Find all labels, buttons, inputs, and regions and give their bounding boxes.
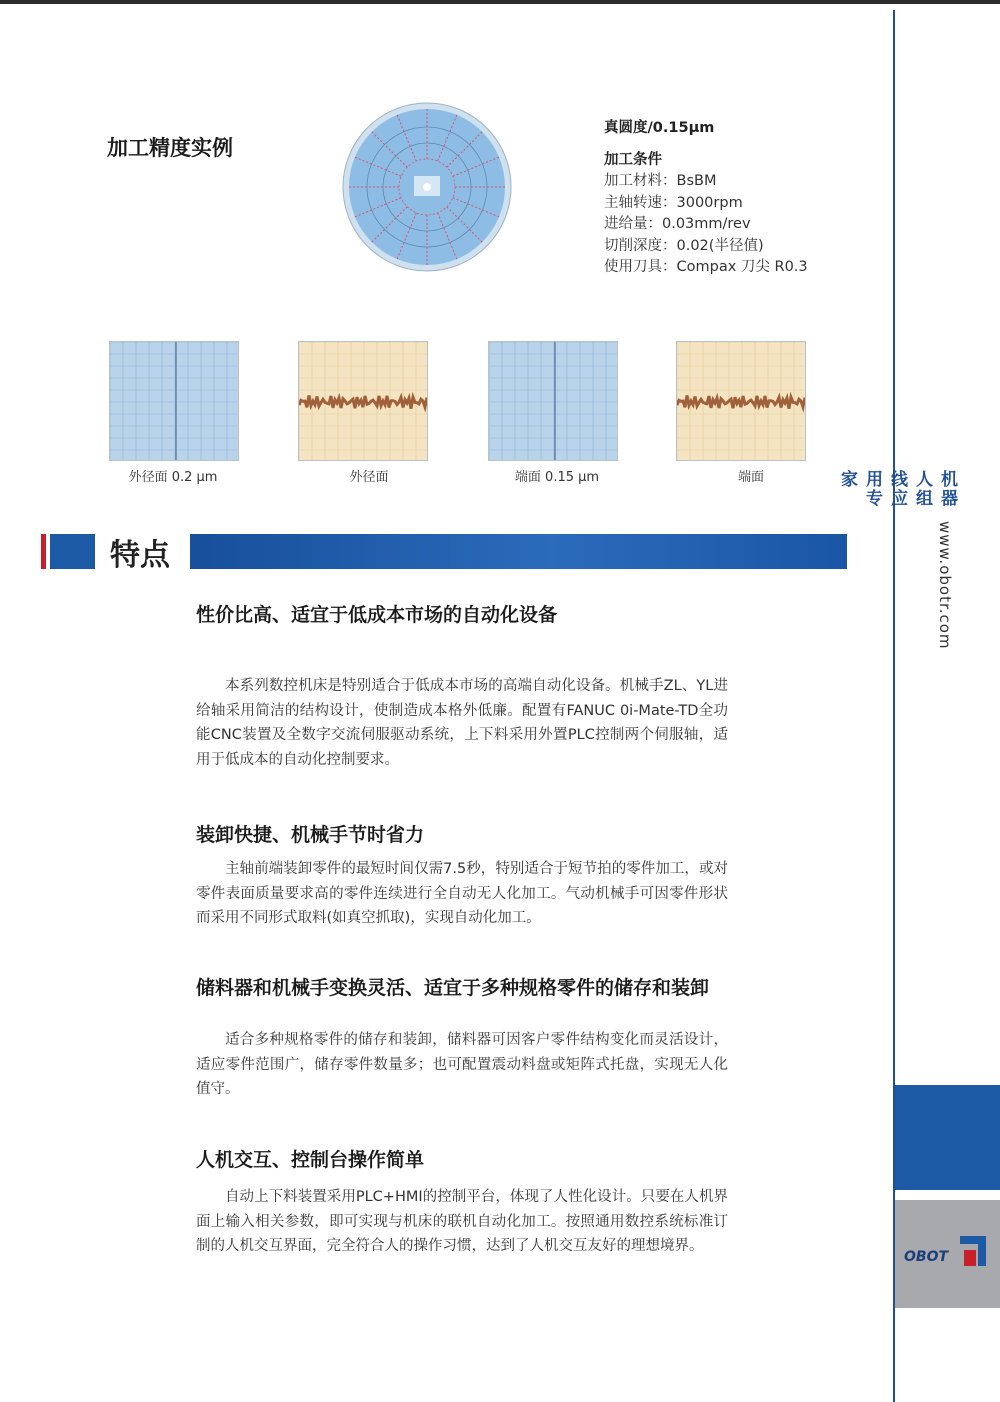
feature-body: 本系列数控机床是特别适合于低成本市场的高端自动化设备。机械手ZL、YL进给轴采用简洁的结构设计，使制造成本格外低廉。配置有FANUC 0i-Mate-TD全功能CNC装置及全数字交流伺服驱动系统，上下料采用外置PLC控制两个伺服轴，适用于低成本的自动化控制要求。 xyxy=(196,678,728,768)
roundness-value: 真圆度/0.15μm xyxy=(604,120,715,136)
thumbnail-caption: 端面 0.15 μm xyxy=(514,470,600,485)
features-bar-blue xyxy=(50,534,95,569)
thumbnail-face-profile xyxy=(676,341,806,461)
feature-body: 主轴前端装卸零件的最短时间仅需7.5秒，特别适合于短节拍的零件加工，或对零件表面质量要求高的零件连续进行全自动无人化加工。气动机械手可因零件形状而采用不同形式取料(如真空抓取)，实现自动化加工。 xyxy=(196,861,728,926)
precision-title: 加工精度实例 xyxy=(107,136,233,160)
thumbnail-outer-profile xyxy=(298,341,428,461)
feature-heading: 储料器和机械手变换灵活、适宜于多种规格零件的储存和装卸 xyxy=(196,977,710,999)
condition-line: 进给量：0.03mm/rev xyxy=(604,216,751,232)
feature-body: 适合多种规格零件的储存和装卸，储料器可因客户零件结构变化而灵活设计，适应零件范围广，储存零件数量多；也可配置震动料盘或矩阵式托盘，实现无人化值守。 xyxy=(196,1032,728,1097)
precision-specs xyxy=(604,118,808,279)
thumbnail-face-blue xyxy=(488,341,618,461)
feature-heading: 性价比高、适宜于低成本市场的自动化设备 xyxy=(196,604,558,626)
right-divider xyxy=(893,10,895,1402)
thumbnail-caption: 外径面 xyxy=(349,470,389,485)
thumbnail-outer-blue xyxy=(109,341,239,461)
side-url: www.obotr.com xyxy=(936,521,954,650)
thumbnail-caption: 外径面 0.2 μm xyxy=(128,470,218,485)
features-bar-red xyxy=(41,534,46,569)
thumbnail-caption: 端面 xyxy=(737,470,764,485)
condition-line: 主轴转速：3000rpm xyxy=(604,194,743,211)
roundness-chart-image xyxy=(342,102,512,272)
condition-line: 使用刀具：Compax 刀尖 R0.3 xyxy=(604,259,808,275)
obotr-logo xyxy=(902,1228,990,1278)
feature-heading: 装卸快捷、机械手节时省力 xyxy=(196,824,425,846)
conditions-title: 加工条件 xyxy=(604,151,662,168)
feature-heading: 人机交互、控制台操作简单 xyxy=(196,1149,425,1171)
features-bar-gradient xyxy=(190,534,847,569)
side-banner xyxy=(837,470,960,650)
condition-line: 加工材料：BsBM xyxy=(604,173,717,189)
features-title: 特点 xyxy=(110,538,170,573)
feature-body: 自动上下料装置采用PLC+HMI的控制平台，体现了人性化设计。只要在人机界面上输入相关参数，即可实现与机床的联机自动化加工。按照通用数控系统标准订制的人机交互界面，完全符合人的操作习惯，达到了人机交互友好的理想境界。 xyxy=(196,1189,728,1254)
side-blue-block xyxy=(895,1085,1000,1190)
top-border xyxy=(0,0,1000,4)
side-slogan: 机器人组线应用专家 xyxy=(837,470,957,508)
condition-line: 切削深度：0.02(半径值) xyxy=(604,237,764,254)
logo-text: OBOT xyxy=(904,1249,949,1265)
